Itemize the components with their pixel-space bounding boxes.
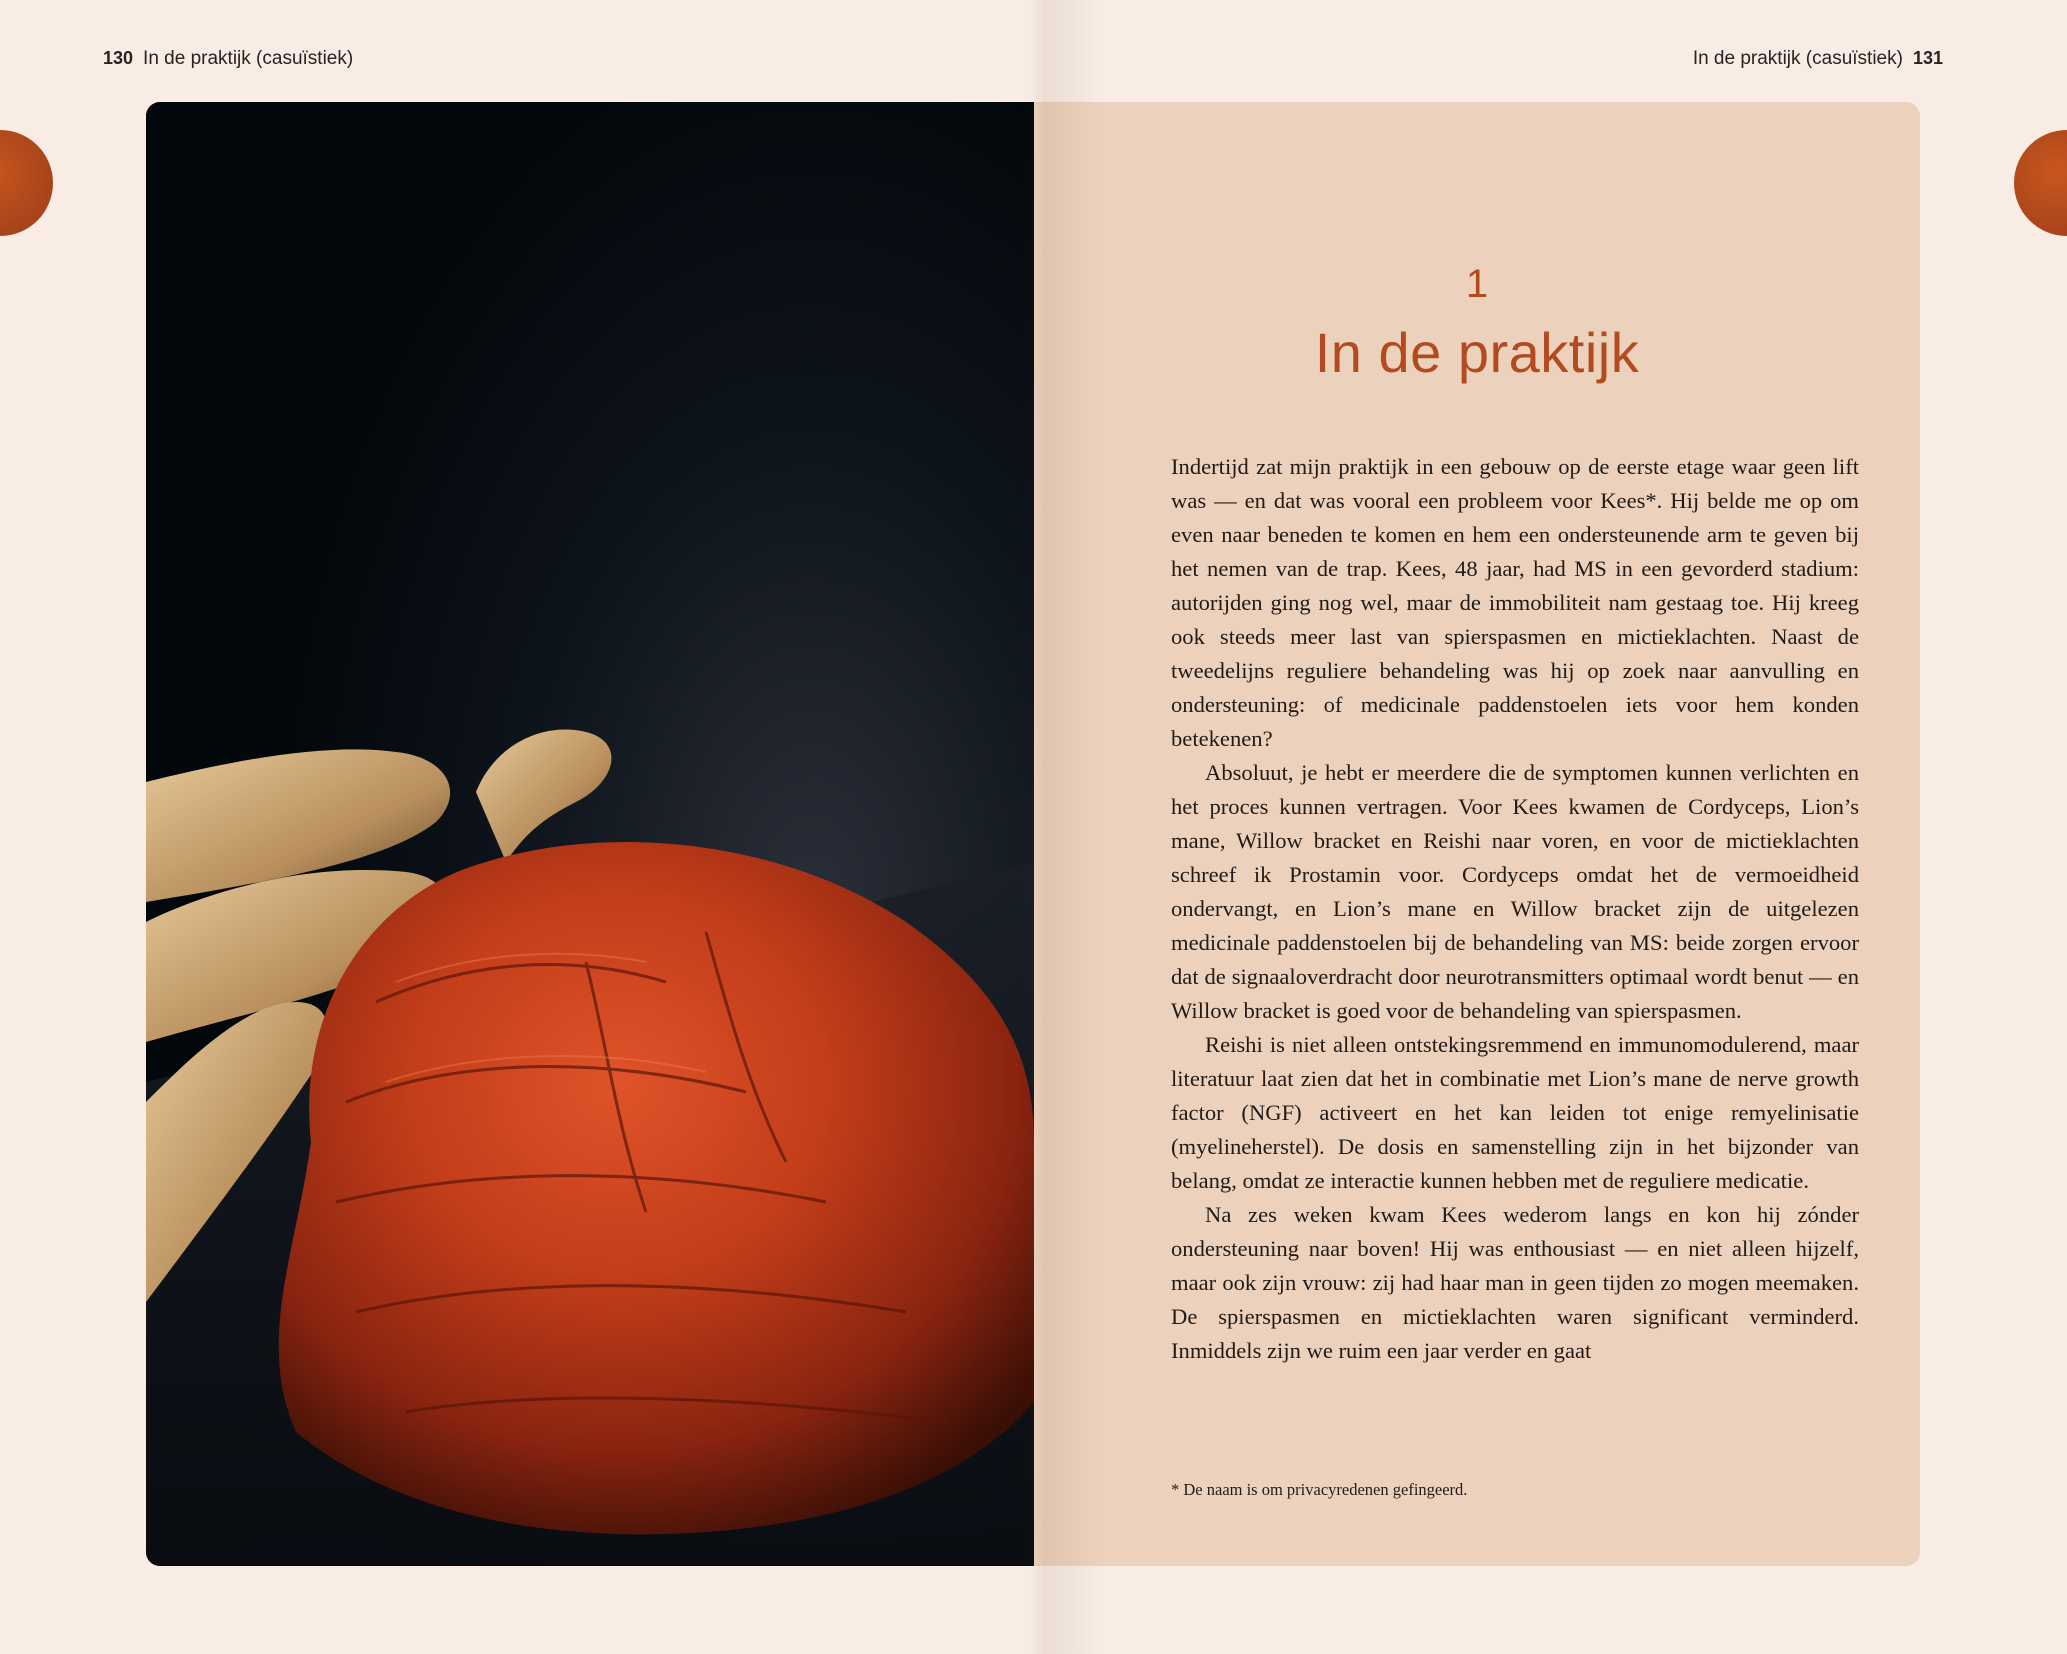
thumb-tab-right xyxy=(2014,130,2067,236)
thumb-tab-left xyxy=(0,130,53,236)
paragraph: Absoluut, je hebt er meerdere die de symptomen kunnen verlichten en het proces kunnen vertragen. Voor Kees kwamen de Cordyceps, Lion’s mane, Willow bracket en Reishi naar voren, en voor de mictieklachten schreef ik Prostamin voor. Cordyceps omdat het de vermoeidheid ondervangt, en Lion’s mane en Willow bracket zijn de uitgelezen medicinale paddenstoelen bij de behandeling van MS: beide zorgen ervoor dat de signaaloverdracht door neurotransmitters optimaal wordt benut — en Willow bracket is goed voor de behandeling van spierspasmen. xyxy=(1171,760,1859,1023)
running-head-right-text: In de praktijk (casuïstiek) xyxy=(1692,48,1903,69)
footnote: * De naam is om privacyredenen gefingeerd. xyxy=(1171,1480,1468,1499)
running-head-right xyxy=(1693,48,1943,70)
chapter-text-panel xyxy=(1034,102,1920,1566)
paragraph: Reishi is niet alleen ontstekingsremmend en immunomodulerend, maar literatuur laat zien dat het in combinatie met Lion’s mane de nerve growth factor (NGF) activeert en het kan leiden tot enige remyelinisatie (myelineherstel). De dosis en samenstelling zijn in het bijzonder van belang, omdat ze interactie kunnen hebben met de reguliere medicatie. xyxy=(1171,1032,1859,1193)
running-head-left xyxy=(103,48,353,70)
chapter-title: In de praktijk xyxy=(1314,321,1640,384)
reishi-mushroom-illustration xyxy=(146,102,1034,1566)
paragraph: Na zes weken kwam Kees wederom langs en kon hij zónder ondersteuning naar boven! Hij was enthousiast — en niet alleen hijzelf, maar ook zijn vrouw: zij had haar man in geen tijden zo mogen meemaken. De spierspasmen en mictieklachten waren significant verminderd. Inmiddels zijn we ruim een jaar verder en gaat xyxy=(1171,1202,1859,1363)
chapter-number: 1 xyxy=(1465,262,1489,306)
paragraph: Indertijd zat mijn praktijk in een gebouw op de eerste etage waar geen lift was — en dat was vooral een probleem voor Kees*. Hij belde me op om even naar beneden te komen en hem een ondersteunende arm te geven bij het nemen van de trap. Kees, 48 jaar, had MS in een gevorderd stadium: autorijden ging nog wel, maar de immobiliteit nam gestaag toe. Hij kreeg ook steeds meer last van spierspasmen en mictieklachten. Naast de tweedelijns reguliere behandeling was hij op zoek naar aanvulling en ondersteuning: of medicinale paddenstoelen iets voor hem konden betekenen? xyxy=(1171,454,1859,751)
chapter-body xyxy=(1171,450,1859,1368)
mushroom-photo xyxy=(146,102,1034,1566)
running-head-left-text: In de praktijk (casuïstiek) xyxy=(143,48,354,69)
page-number-right: 131 xyxy=(1912,48,1943,68)
page-number-left: 130 xyxy=(103,48,134,68)
